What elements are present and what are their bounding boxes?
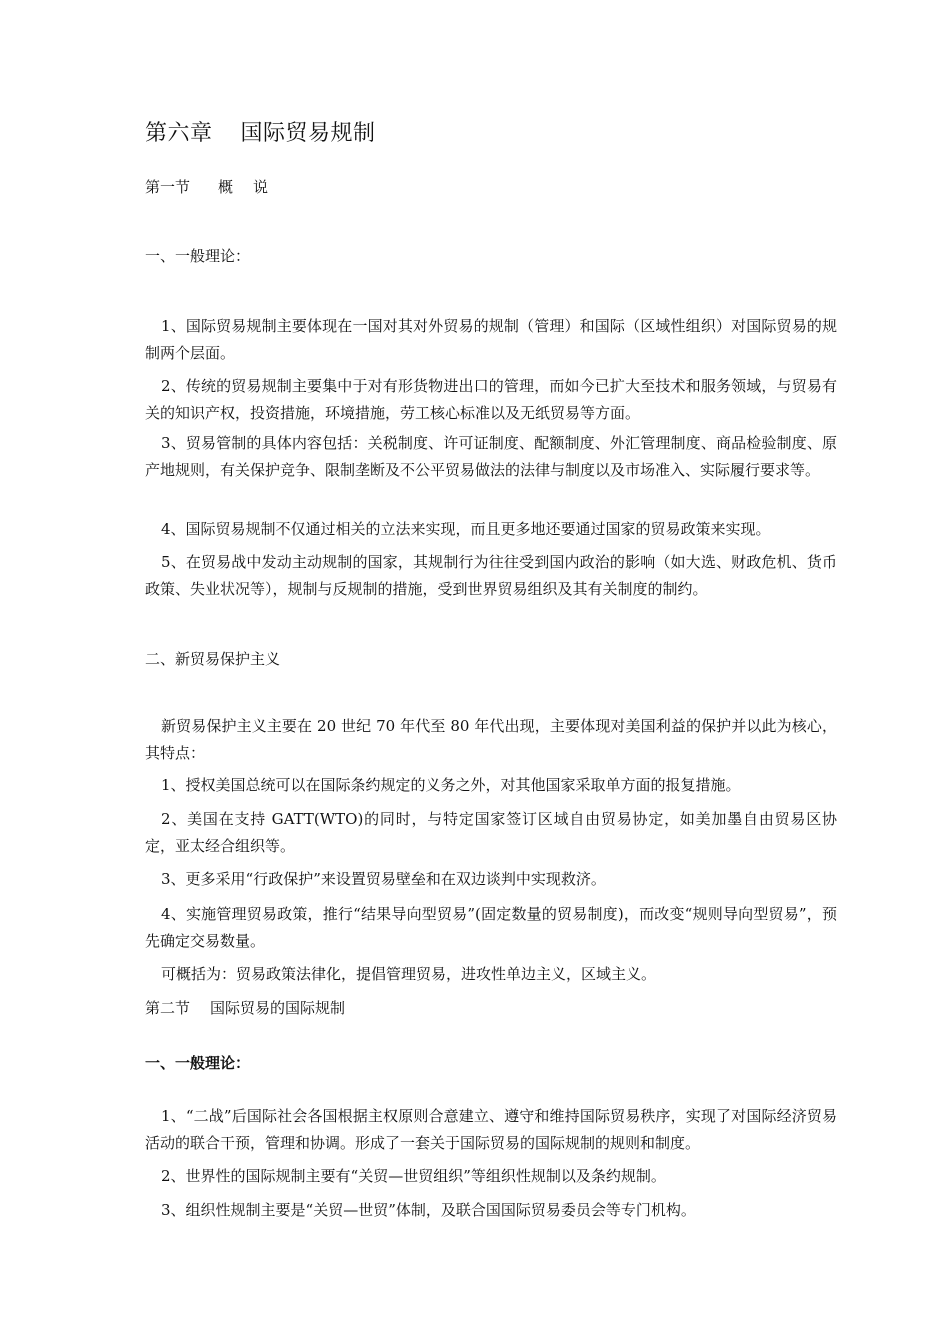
paragraph: 可概括为：贸易政策法律化，提倡管理贸易，进攻性单边主义，区域主义。 — [161, 965, 657, 983]
part-heading: 一、一般理论： — [145, 247, 251, 265]
paragraph: 3、组织性规制主要是“关贸—世贸”体制，及联合国国际贸易委员会等专门机构。 — [161, 1201, 696, 1219]
section-number: 第一节 — [145, 178, 191, 196]
paragraph: 新贸易保护主义主要在 20 世纪 70 年代至 80 年代出现，主要体现对美国利益的保护并以此为核心，其特点： — [145, 717, 837, 762]
section-title: 国际贸易的国际规制 — [210, 999, 346, 1017]
paragraph: 3、贸易管制的具体内容包括：关税制度、许可证制度、配额制度、外汇管理制度、商品检验制度、原产地规则，有关保护竞争、限制垄断及不公平贸易做法的法律与制度以及市场准入、实际履行要求等。 — [145, 434, 837, 479]
chapter-title — [145, 119, 837, 149]
section-title-char: 说 — [253, 178, 269, 196]
paragraph: 1、授权美国总统可以在国际条约规定的义务之外，对其他国家采取单方面的报复措施。 — [161, 776, 741, 794]
part-heading: 一、一般理论： — [145, 1054, 251, 1072]
paragraph: 4、实施管理贸易政策，推行“结果导向型贸易”(固定数量的贸易制度)，而改变“规则导向型贸易”，预先确定交易数量。 — [145, 905, 837, 950]
section-title-char: 概 — [218, 178, 234, 196]
chapter-name: 国际贸易规制 — [240, 121, 376, 146]
paragraph: 5、在贸易战中发动主动规制的国家，其规制行为往往受到国内政治的影响（如大选、财政危机、货币政策、失业状况等），规制与反规制的措施，受到世界贸易组织及其有关制度的制约。 — [145, 553, 837, 598]
section-number: 第二节 — [145, 999, 191, 1017]
paragraph: 3、更多采用“行政保护”来设置贸易壁垒和在双边谈判中实现救济。 — [161, 870, 606, 888]
paragraph: 2、世界性的国际规制主要有“关贸—世贸组织”等组织性规制以及条约规制。 — [161, 1167, 666, 1185]
paragraph: 2、传统的贸易规制主要集中于对有形货物进出口的管理，而如今已扩大至技术和服务领域，与贸易有关的知识产权，投资措施，环境措施，劳工核心标准以及无纸贸易等方面。 — [145, 377, 837, 422]
paragraph: 4、国际贸易规制不仅通过相关的立法来实现，而且更多地还要通过国家的贸易政策来实现。 — [161, 520, 771, 538]
paragraph: 1、国际贸易规制主要体现在一国对其对外贸易的规制（管理）和国际（区域性组织）对国际贸易的规制两个层面。 — [145, 317, 837, 362]
section-heading — [145, 997, 837, 1019]
section-heading — [145, 176, 837, 198]
paragraph: 2、美国在支持 GATT(WTO)的同时，与特定国家签订区域自由贸易协定，如美加墨自由贸易区协定，亚太经合组织等。 — [145, 810, 837, 855]
part-heading: 二、新贸易保护主义 — [145, 650, 281, 668]
chapter-number: 第六章 — [145, 121, 213, 146]
paragraph: 1、“二战”后国际社会各国根据主权原则合意建立、遵守和维持国际贸易秩序，实现了对国际经济贸易活动的联合干预，管理和协调。形成了一套关于国际贸易的国际规制的规则和制度。 — [145, 1107, 837, 1152]
